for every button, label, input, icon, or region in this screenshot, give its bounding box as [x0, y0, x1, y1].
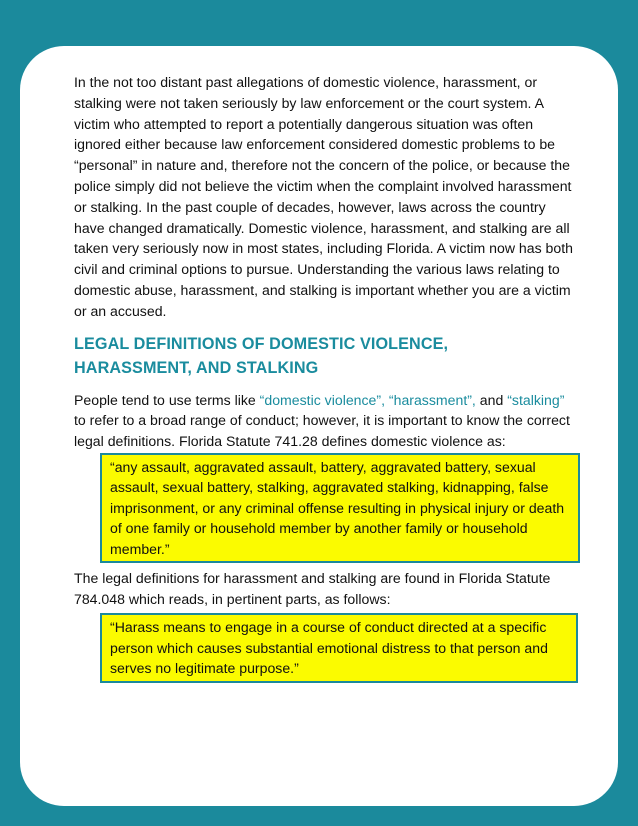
term-stalking: “stalking”	[507, 391, 565, 408]
harassment-quote-box	[100, 613, 578, 683]
domestic-violence-quote-text: “any assault, aggravated assault, battery, aggravated battery, sexual assault, sexual battery, stalking, aggravated stalking, kidnapping, false imprisonment, or any criminal offense resulting in physical injury or death of one family or household member by another family or household member.”	[110, 458, 565, 557]
harassment-paragraph: The legal definitions for harassment and stalking are found in Florida Statute 784.048 which reads, in pertinent parts, as follows:	[74, 570, 551, 608]
document-content	[74, 72, 574, 683]
section-heading	[74, 332, 574, 380]
section-heading-line-2: HARASSMENT, AND STALKING	[74, 358, 319, 377]
definitions-suffix: to refer to a broad range of conduct; however, it is important to know the correct legal definitions. Florida Statute 741.28 defines domestic violence as:	[74, 412, 570, 450]
definitions-middle: and	[475, 391, 508, 408]
definitions-prefix: People tend to use terms like	[74, 391, 260, 408]
intro-paragraph: In the not too distant past allegations of domestic violence, harassment, or stalking were not taken seriously by law enforcement or the court system. A victim who attempted to report a potentially dangerous situation was often ignored either because law enforcement considered domestic problems to be “personal” in nature and, therefore not the concern of the police, or because the police simply did not believe the victim when the complaint involved harassment or stalking. In the past couple of decades, however, laws across the country have changed dramatically. Domestic violence, harassment, and stalking are all taken very seriously now in most states, including Florida. A victim now has both civil and criminal options to pursue. Understanding the various laws relating to domestic abuse, harassment, and stalking is important whether you are a victim or an accused.	[74, 74, 573, 319]
document-page	[20, 46, 618, 806]
harassment-quote-text: “Harass means to engage in a course of conduct directed at a specific person which causes substantial emotional distress to that person and serves no legitimate purpose.”	[110, 619, 548, 677]
domestic-violence-quote-box	[100, 453, 580, 564]
definitions-paragraph	[74, 390, 574, 452]
term-domestic-violence-harassment: “domestic violence”, “harassment”,	[259, 391, 476, 408]
section-heading-line-1: LEGAL DEFINITIONS OF DOMESTIC VIOLENCE,	[74, 334, 449, 353]
